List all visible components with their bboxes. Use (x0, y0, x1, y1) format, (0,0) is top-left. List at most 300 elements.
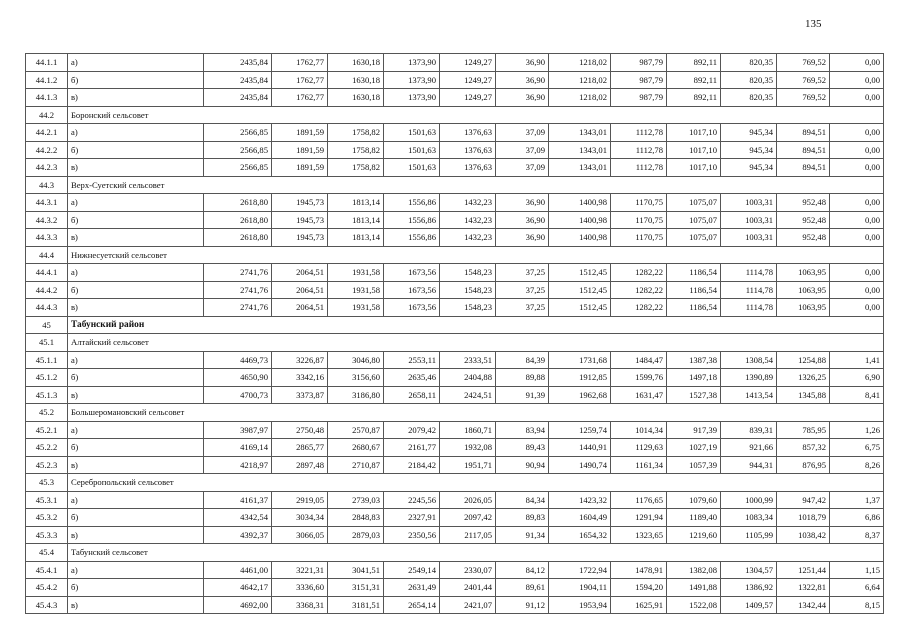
value-cell: 2680,67 (328, 439, 384, 457)
value-cell: 2097,42 (440, 509, 496, 527)
value-cell: 37,25 (496, 281, 549, 299)
value-cell: 1218,02 (549, 71, 611, 89)
value-cell: 1860,71 (440, 421, 496, 439)
row-label: в) (68, 159, 204, 177)
value-cell: 90,94 (496, 456, 549, 474)
value-cell: 1512,45 (549, 264, 611, 282)
value-cell: 0,00 (830, 211, 884, 229)
value-cell: 1931,58 (328, 281, 384, 299)
value-cell: 3046,80 (328, 351, 384, 369)
value-cell: 1548,23 (440, 299, 496, 317)
value-cell: 945,34 (721, 159, 777, 177)
value-cell: 1951,71 (440, 456, 496, 474)
value-cell: 2245,56 (384, 491, 440, 509)
value-cell: 1594,20 (611, 579, 667, 597)
value-cell: 1105,99 (721, 526, 777, 544)
tariff-table (25, 53, 884, 614)
value-cell: 1282,22 (611, 281, 667, 299)
value-cell: 1630,18 (328, 71, 384, 89)
value-cell: 2553,11 (384, 351, 440, 369)
value-cell: 1654,32 (549, 526, 611, 544)
row-code: 44.2.3 (26, 159, 68, 177)
value-cell: 2566,85 (204, 141, 272, 159)
value-cell: 1932,08 (440, 439, 496, 457)
value-cell: 2421,07 (440, 596, 496, 614)
value-cell: 1484,47 (611, 351, 667, 369)
value-cell: 1432,23 (440, 229, 496, 247)
value-cell: 1186,54 (667, 281, 721, 299)
value-cell: 0,00 (830, 71, 884, 89)
value-cell: 37,25 (496, 264, 549, 282)
value-cell: 1114,78 (721, 264, 777, 282)
value-cell: 1722,94 (549, 561, 611, 579)
row-code: 45.3 (26, 474, 68, 492)
table-row (26, 439, 884, 457)
value-cell: 1063,95 (777, 281, 830, 299)
row-code: 45.4.1 (26, 561, 68, 579)
value-cell: 944,31 (721, 456, 777, 474)
row-code: 44.2.2 (26, 141, 68, 159)
value-cell: 1527,38 (667, 386, 721, 404)
row-code: 44.3.2 (26, 211, 68, 229)
value-cell: 3336,60 (272, 579, 328, 597)
value-cell: 1343,01 (549, 141, 611, 159)
value-cell: 3041,51 (328, 561, 384, 579)
value-cell: 987,79 (611, 71, 667, 89)
value-cell: 1904,11 (549, 579, 611, 597)
value-cell: 1556,86 (384, 229, 440, 247)
value-cell: 1249,27 (440, 54, 496, 72)
value-cell: 1075,07 (667, 229, 721, 247)
table-row (26, 281, 884, 299)
section-title: Верх-Суетский сельсовет (68, 176, 884, 194)
value-cell: 1501,63 (384, 124, 440, 142)
value-cell: 1112,78 (611, 141, 667, 159)
row-label: а) (68, 561, 204, 579)
value-cell: 3221,31 (272, 561, 328, 579)
value-cell: 2026,05 (440, 491, 496, 509)
value-cell: 1478,91 (611, 561, 667, 579)
value-cell: 1038,42 (777, 526, 830, 544)
section-title: Табунский сельсовет (68, 544, 884, 562)
value-cell: 1548,23 (440, 281, 496, 299)
value-cell: 1063,95 (777, 299, 830, 317)
row-label: б) (68, 509, 204, 527)
row-code: 45.3.1 (26, 491, 68, 509)
table-row (26, 526, 884, 544)
value-cell: 2865,77 (272, 439, 328, 457)
table-body (26, 54, 884, 614)
value-cell: 89,43 (496, 439, 549, 457)
value-cell: 1342,44 (777, 596, 830, 614)
value-cell: 876,95 (777, 456, 830, 474)
value-cell: 1758,82 (328, 159, 384, 177)
value-cell: 2435,84 (204, 54, 272, 72)
value-cell: 8,41 (830, 386, 884, 404)
row-label: б) (68, 369, 204, 387)
table-row (26, 299, 884, 317)
value-cell: 36,90 (496, 89, 549, 107)
value-cell: 1112,78 (611, 124, 667, 142)
value-cell: 1343,01 (549, 124, 611, 142)
value-cell: 1758,82 (328, 141, 384, 159)
row-code: 45.4 (26, 544, 68, 562)
value-cell: 2919,05 (272, 491, 328, 509)
value-cell: 1017,10 (667, 124, 721, 142)
value-cell: 894,51 (777, 124, 830, 142)
value-cell: 2631,49 (384, 579, 440, 597)
value-cell: 1376,63 (440, 124, 496, 142)
row-label: б) (68, 71, 204, 89)
value-cell: 2741,76 (204, 281, 272, 299)
page-number: 135 (805, 18, 822, 30)
value-cell: 3342,16 (272, 369, 328, 387)
value-cell: 2658,11 (384, 386, 440, 404)
value-cell: 3987,97 (204, 421, 272, 439)
value-cell: 2424,51 (440, 386, 496, 404)
value-cell: 1945,73 (272, 194, 328, 212)
value-cell: 1170,75 (611, 211, 667, 229)
value-cell: 1003,31 (721, 229, 777, 247)
value-cell: 1400,98 (549, 211, 611, 229)
value-cell: 1931,58 (328, 299, 384, 317)
value-cell: 1891,59 (272, 159, 328, 177)
value-cell: 36,90 (496, 71, 549, 89)
value-cell: 1,26 (830, 421, 884, 439)
value-cell: 3181,51 (328, 596, 384, 614)
value-cell: 2161,77 (384, 439, 440, 457)
value-cell: 945,34 (721, 124, 777, 142)
value-cell: 1501,63 (384, 159, 440, 177)
table-row (26, 456, 884, 474)
section-header-row (26, 176, 884, 194)
table-row (26, 54, 884, 72)
value-cell: 1423,32 (549, 491, 611, 509)
value-cell: 2184,42 (384, 456, 440, 474)
section-title: Боронский сельсовет (68, 106, 884, 124)
value-cell: 0,00 (830, 299, 884, 317)
value-cell: 769,52 (777, 54, 830, 72)
row-code: 45.2.3 (26, 456, 68, 474)
value-cell: 892,11 (667, 71, 721, 89)
value-cell: 1731,68 (549, 351, 611, 369)
value-cell: 952,48 (777, 229, 830, 247)
value-cell: 2327,91 (384, 509, 440, 527)
table-row (26, 229, 884, 247)
value-cell: 84,39 (496, 351, 549, 369)
value-cell: 1189,40 (667, 509, 721, 527)
value-cell: 4169,14 (204, 439, 272, 457)
section-header-row (26, 544, 884, 562)
value-cell: 1018,79 (777, 509, 830, 527)
table-row (26, 421, 884, 439)
value-cell: 1931,58 (328, 264, 384, 282)
value-cell: 36,90 (496, 54, 549, 72)
value-cell: 37,25 (496, 299, 549, 317)
value-cell: 1251,44 (777, 561, 830, 579)
table-row (26, 211, 884, 229)
row-code: 44.3.1 (26, 194, 68, 212)
value-cell: 2333,51 (440, 351, 496, 369)
row-label: а) (68, 124, 204, 142)
value-cell: 0,00 (830, 124, 884, 142)
row-label: б) (68, 281, 204, 299)
row-code: 44.1.3 (26, 89, 68, 107)
value-cell: 769,52 (777, 89, 830, 107)
row-label: б) (68, 211, 204, 229)
value-cell: 6,75 (830, 439, 884, 457)
section-title: Большеромановский сельсовет (68, 404, 884, 422)
value-cell: 1186,54 (667, 264, 721, 282)
value-cell: 1673,56 (384, 299, 440, 317)
row-code: 45.2.1 (26, 421, 68, 439)
table-row (26, 194, 884, 212)
value-cell: 1186,54 (667, 299, 721, 317)
value-cell: 91,12 (496, 596, 549, 614)
value-cell: 1390,89 (721, 369, 777, 387)
value-cell: 2549,14 (384, 561, 440, 579)
value-cell: 1490,74 (549, 456, 611, 474)
value-cell: 1003,31 (721, 194, 777, 212)
value-cell: 857,32 (777, 439, 830, 457)
row-label: б) (68, 439, 204, 457)
value-cell: 1218,02 (549, 54, 611, 72)
value-cell: 1373,90 (384, 71, 440, 89)
value-cell: 1114,78 (721, 299, 777, 317)
value-cell: 6,86 (830, 509, 884, 527)
value-cell: 785,95 (777, 421, 830, 439)
value-cell: 1630,18 (328, 89, 384, 107)
value-cell: 4342,54 (204, 509, 272, 527)
value-cell: 1386,92 (721, 579, 777, 597)
value-cell: 91,34 (496, 526, 549, 544)
value-cell: 1323,65 (611, 526, 667, 544)
value-cell: 1758,82 (328, 124, 384, 142)
value-cell: 769,52 (777, 71, 830, 89)
value-cell: 2435,84 (204, 71, 272, 89)
value-cell: 4642,17 (204, 579, 272, 597)
row-code: 45.1.1 (26, 351, 68, 369)
value-cell: 2566,85 (204, 124, 272, 142)
value-cell: 1373,90 (384, 54, 440, 72)
table-row (26, 561, 884, 579)
value-cell: 36,90 (496, 229, 549, 247)
value-cell: 0,00 (830, 54, 884, 72)
value-cell: 2330,07 (440, 561, 496, 579)
value-cell: 2750,48 (272, 421, 328, 439)
row-label: в) (68, 526, 204, 544)
value-cell: 2710,87 (328, 456, 384, 474)
value-cell: 4650,90 (204, 369, 272, 387)
value-cell: 4392,37 (204, 526, 272, 544)
value-cell: 1813,14 (328, 211, 384, 229)
row-code: 45.2 (26, 404, 68, 422)
value-cell: 1548,23 (440, 264, 496, 282)
row-label: в) (68, 386, 204, 404)
value-cell: 1762,77 (272, 54, 328, 72)
row-code: 44.1.2 (26, 71, 68, 89)
row-code: 45.1.3 (26, 386, 68, 404)
value-cell: 1501,63 (384, 141, 440, 159)
value-cell: 1625,91 (611, 596, 667, 614)
table-row (26, 141, 884, 159)
value-cell: 83,94 (496, 421, 549, 439)
value-cell: 1400,98 (549, 229, 611, 247)
value-cell: 1017,10 (667, 141, 721, 159)
value-cell: 89,61 (496, 579, 549, 597)
row-label: а) (68, 54, 204, 72)
row-code: 45.2.2 (26, 439, 68, 457)
value-cell: 4218,97 (204, 456, 272, 474)
row-code: 44.3 (26, 176, 68, 194)
value-cell: 1962,68 (549, 386, 611, 404)
value-cell: 1556,86 (384, 194, 440, 212)
value-cell: 2618,80 (204, 194, 272, 212)
value-cell: 1945,73 (272, 211, 328, 229)
value-cell: 1673,56 (384, 281, 440, 299)
row-code: 45.4.2 (26, 579, 68, 597)
value-cell: 1,37 (830, 491, 884, 509)
value-cell: 952,48 (777, 194, 830, 212)
value-cell: 894,51 (777, 159, 830, 177)
value-cell: 1432,23 (440, 194, 496, 212)
value-cell: 2435,84 (204, 89, 272, 107)
value-cell: 0,00 (830, 229, 884, 247)
value-cell: 1630,18 (328, 54, 384, 72)
value-cell: 1891,59 (272, 124, 328, 142)
value-cell: 2566,85 (204, 159, 272, 177)
value-cell: 2064,51 (272, 264, 328, 282)
section-header-row (26, 334, 884, 352)
section-title: Табунский район (68, 316, 884, 334)
value-cell: 2741,76 (204, 299, 272, 317)
value-cell: 1259,74 (549, 421, 611, 439)
value-cell: 2618,80 (204, 229, 272, 247)
value-cell: 921,66 (721, 439, 777, 457)
value-cell: 1075,07 (667, 211, 721, 229)
value-cell: 1953,94 (549, 596, 611, 614)
value-cell: 894,51 (777, 141, 830, 159)
value-cell: 37,09 (496, 141, 549, 159)
value-cell: 2848,83 (328, 509, 384, 527)
value-cell: 4700,73 (204, 386, 272, 404)
value-cell: 37,09 (496, 159, 549, 177)
value-cell: 8,37 (830, 526, 884, 544)
value-cell: 1522,08 (667, 596, 721, 614)
value-cell: 839,31 (721, 421, 777, 439)
value-cell: 0,00 (830, 141, 884, 159)
row-code: 44.2.1 (26, 124, 68, 142)
value-cell: 4161,37 (204, 491, 272, 509)
row-label: а) (68, 194, 204, 212)
table-row (26, 89, 884, 107)
table-row (26, 491, 884, 509)
value-cell: 1176,65 (611, 491, 667, 509)
value-cell: 3156,60 (328, 369, 384, 387)
row-code: 44.4 (26, 246, 68, 264)
table-row (26, 71, 884, 89)
value-cell: 4469,73 (204, 351, 272, 369)
value-cell: 2635,46 (384, 369, 440, 387)
value-cell: 892,11 (667, 54, 721, 72)
value-cell: 987,79 (611, 89, 667, 107)
row-code: 45.1 (26, 334, 68, 352)
section-header-row (26, 404, 884, 422)
row-code: 44.1.1 (26, 54, 68, 72)
value-cell: 1249,27 (440, 71, 496, 89)
value-cell: 1373,90 (384, 89, 440, 107)
row-code: 44.4.3 (26, 299, 68, 317)
value-cell: 2654,14 (384, 596, 440, 614)
value-cell: 820,35 (721, 89, 777, 107)
value-cell: 1945,73 (272, 229, 328, 247)
value-cell: 1282,22 (611, 264, 667, 282)
value-cell: 1345,88 (777, 386, 830, 404)
value-cell: 892,11 (667, 89, 721, 107)
value-cell: 1631,47 (611, 386, 667, 404)
value-cell: 1079,60 (667, 491, 721, 509)
value-cell: 2897,48 (272, 456, 328, 474)
value-cell: 2739,03 (328, 491, 384, 509)
value-cell: 2064,51 (272, 281, 328, 299)
value-cell: 3373,87 (272, 386, 328, 404)
row-label: а) (68, 351, 204, 369)
value-cell: 2350,56 (384, 526, 440, 544)
value-cell: 36,90 (496, 194, 549, 212)
value-cell: 37,09 (496, 124, 549, 142)
value-cell: 1912,85 (549, 369, 611, 387)
value-cell: 1114,78 (721, 281, 777, 299)
row-code: 44.3.3 (26, 229, 68, 247)
value-cell: 1170,75 (611, 229, 667, 247)
value-cell: 84,12 (496, 561, 549, 579)
value-cell: 1813,14 (328, 194, 384, 212)
value-cell: 6,64 (830, 579, 884, 597)
value-cell: 0,00 (830, 264, 884, 282)
row-code: 45.3.3 (26, 526, 68, 544)
value-cell: 8,15 (830, 596, 884, 614)
section-header-row (26, 474, 884, 492)
value-cell: 1512,45 (549, 299, 611, 317)
value-cell: 1400,98 (549, 194, 611, 212)
table-row (26, 596, 884, 614)
row-code: 44.4.1 (26, 264, 68, 282)
value-cell: 8,26 (830, 456, 884, 474)
value-cell: 1017,10 (667, 159, 721, 177)
value-cell: 1413,54 (721, 386, 777, 404)
value-cell: 4692,00 (204, 596, 272, 614)
row-label: в) (68, 596, 204, 614)
value-cell: 1254,88 (777, 351, 830, 369)
row-label: а) (68, 491, 204, 509)
value-cell: 6,90 (830, 369, 884, 387)
value-cell: 2618,80 (204, 211, 272, 229)
value-cell: 1291,94 (611, 509, 667, 527)
value-cell: 1057,39 (667, 456, 721, 474)
value-cell: 2079,42 (384, 421, 440, 439)
value-cell: 1170,75 (611, 194, 667, 212)
table-row (26, 579, 884, 597)
value-cell: 947,42 (777, 491, 830, 509)
value-cell: 1304,57 (721, 561, 777, 579)
value-cell: 1,15 (830, 561, 884, 579)
value-cell: 1326,25 (777, 369, 830, 387)
value-cell: 3151,31 (328, 579, 384, 597)
section-title: Алтайский сельсовет (68, 334, 884, 352)
value-cell: 2741,76 (204, 264, 272, 282)
value-cell: 1432,23 (440, 211, 496, 229)
value-cell: 917,39 (667, 421, 721, 439)
